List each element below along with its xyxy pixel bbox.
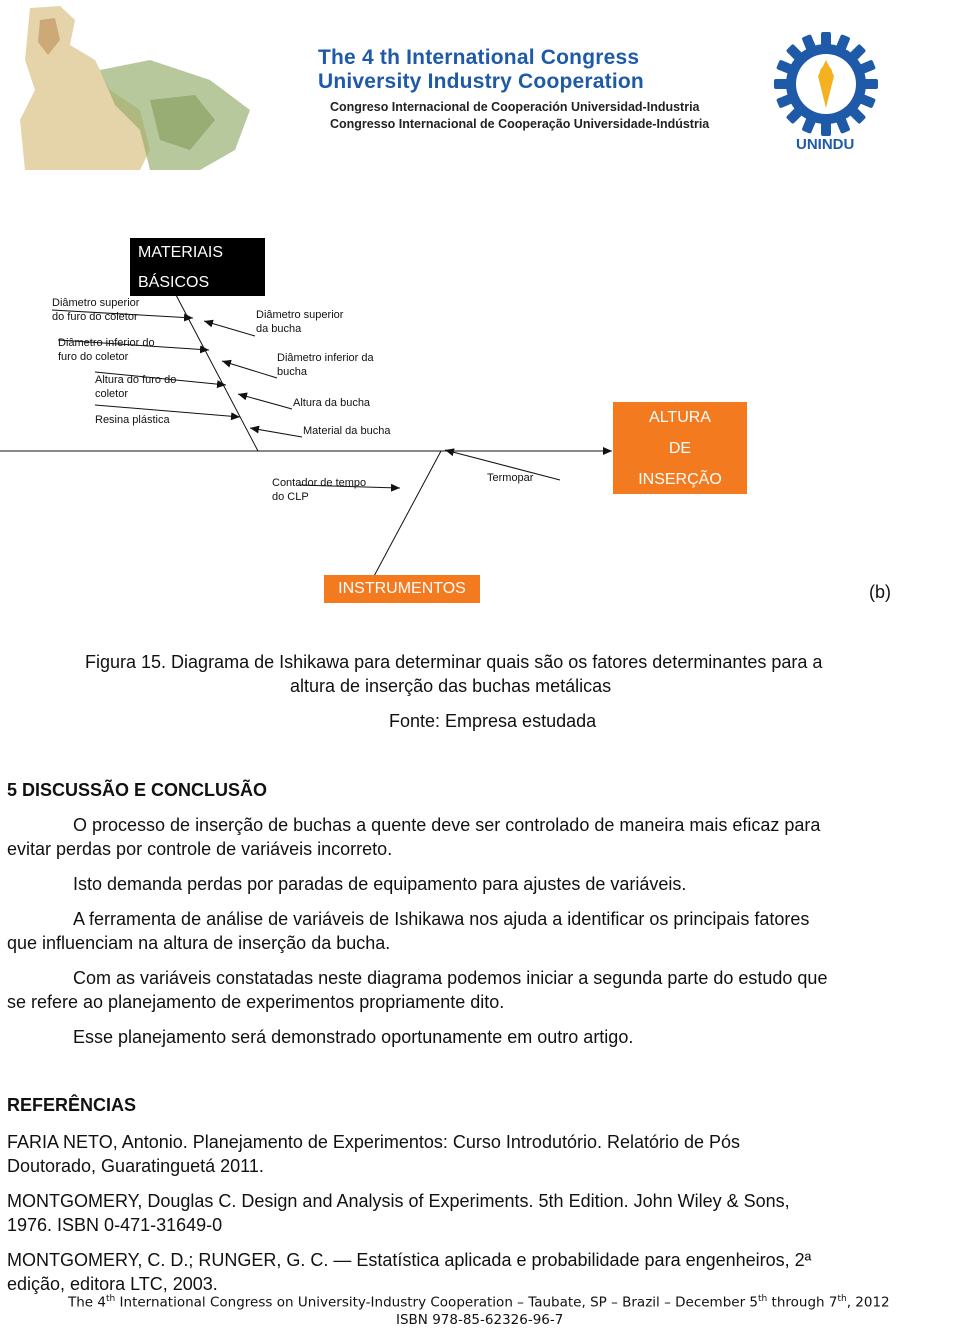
footer-isbn: ISBN 978-85-62326-96-7 [396,1312,564,1328]
cause-label-line: furo do coletor [58,351,129,363]
footer-text: The 4 [68,1294,106,1311]
panel-label: (b) [869,582,891,602]
congress-title-line1: The 4 th International Congress [318,46,640,69]
figure-source: Fonte: Empresa estudada [389,711,597,731]
reference-line: MONTGOMERY, C. D.; RUNGER, G. C. — Estatística aplicada e probabilidade para engenheiros, 2ª [7,1250,812,1270]
reference-line: MONTGOMERY, Douglas C. Design and Analysis of Experiments. 5th Edition. John Wiley & Sons, [7,1191,790,1211]
cause-diam-sup-bucha [256,308,343,336]
paragraph-2: Isto demanda perdas por paradas de equipamento para ajustes de variáveis. [73,874,687,894]
congress-title-line2: University Industry Cooperation [318,70,644,93]
references-heading: REFERÊNCIAS [7,1095,137,1115]
figure-caption-line2: altura de inserção das buchas metálicas [290,676,612,696]
reference-line: 1976. ISBN 0-471-31649-0 [7,1215,223,1235]
cause-material-bucha: Material da bucha [303,425,391,437]
effect-line1: ALTURA [649,409,711,426]
effect-line3: INSERÇÃO [638,471,722,488]
congress-subtitle-es: Congreso Internacional de Cooperación Universidad-Industria [330,100,700,114]
footer-sup: th [106,1294,116,1304]
cause-altura-furo [95,373,176,401]
cause-diam-sup-furo [52,296,139,324]
effect-box [613,402,747,494]
reference-3 [7,1248,941,1296]
footer-sup: th [758,1294,768,1304]
paragraph-line: que influenciam na altura de inserção da bucha. [7,933,391,953]
cause-diam-inf-bucha [277,351,374,379]
paragraph-line: Com as variáveis constatadas neste diagrama podemos iniciar a segunda parte do estudo que [73,968,828,988]
unindu-logo-text: UNINDU [796,136,855,153]
paragraph-line: A ferramenta de análise de variáveis de Ishikawa nos ajuda a identificar os principais fatores [73,909,810,929]
cause-altura-bucha: Altura da bucha [293,397,371,409]
category-materiais-line2: BÁSICOS [138,274,210,291]
cause-label-line: Diâmetro superior [52,297,140,309]
category-instrumentos-box: INSTRUMENTOS [324,575,480,603]
reference-line: FARIA NETO, Antonio. Planejamento de Experimentos: Curso Introdutório. Relatório de Pós [7,1132,741,1152]
paragraph-4 [7,966,941,1014]
cause-diam-inf-furo [58,336,155,364]
paragraph-3 [7,907,941,955]
paragraph-line: se refere ao planejamento de experimentos propriamente dito. [7,992,505,1012]
paragraph-5: Esse planejamento será demonstrado oportunamente em outro artigo. [73,1027,634,1047]
reference-line: Doutorado, Guaratinguetá 2011. [7,1156,264,1176]
cause-label-line: bucha [277,366,307,378]
cause-termopar: Termopar [487,472,534,484]
footer-sup: th [837,1294,847,1304]
category-materiais-line1: MATERIAIS [138,244,224,261]
figure-caption-line1: Figura 15. Diagrama de Ishikawa para determinar quais são os fatores determinantes para a [85,652,823,672]
cause-label-line: coletor [95,388,129,400]
reference-2 [7,1189,941,1237]
cause-label-line: da bucha [256,323,302,335]
cause-label-line: Diâmetro superior [256,309,344,321]
page-footer [68,1294,890,1311]
cause-label-line: Altura do furo do [95,374,177,386]
congress-subtitle-pt: Congresso Internacional de Cooperação Universidade-Indústria [330,117,710,131]
cause-contador-clp [272,476,366,504]
cause-label-line: Contador de tempo [272,477,367,489]
cause-label-line: Diâmetro inferior do [58,337,155,349]
cause-label-line: do CLP [272,491,309,503]
cause-resina: Resina plástica [95,414,170,426]
effect-line2: DE [668,440,692,457]
reference-1 [7,1130,941,1178]
reference-line: edição, editora LTC, 2003. [7,1274,218,1294]
footer-text: through 7 [767,1294,838,1311]
section-heading: 5 DISCUSSÃO E CONCLUSÃO [7,780,268,800]
paragraph-line: evitar perdas por controle de variáveis incorreto. [7,839,393,859]
fishbone-lines [0,0,960,620]
cause-label-line: Diâmetro inferior da [277,352,374,364]
paragraph-line: O processo de inserção de buchas a quente deve ser controlado de maneira mais eficaz para [73,815,821,835]
footer-text: International Congress on University-Industry Cooperation – Taubate, SP – Brazil – December 5 [115,1294,759,1311]
paragraph-1 [7,813,941,861]
footer-text: , 2012 [846,1294,890,1311]
cause-label-line: do furo do coletor [52,311,138,323]
category-materiais-box [130,238,265,296]
